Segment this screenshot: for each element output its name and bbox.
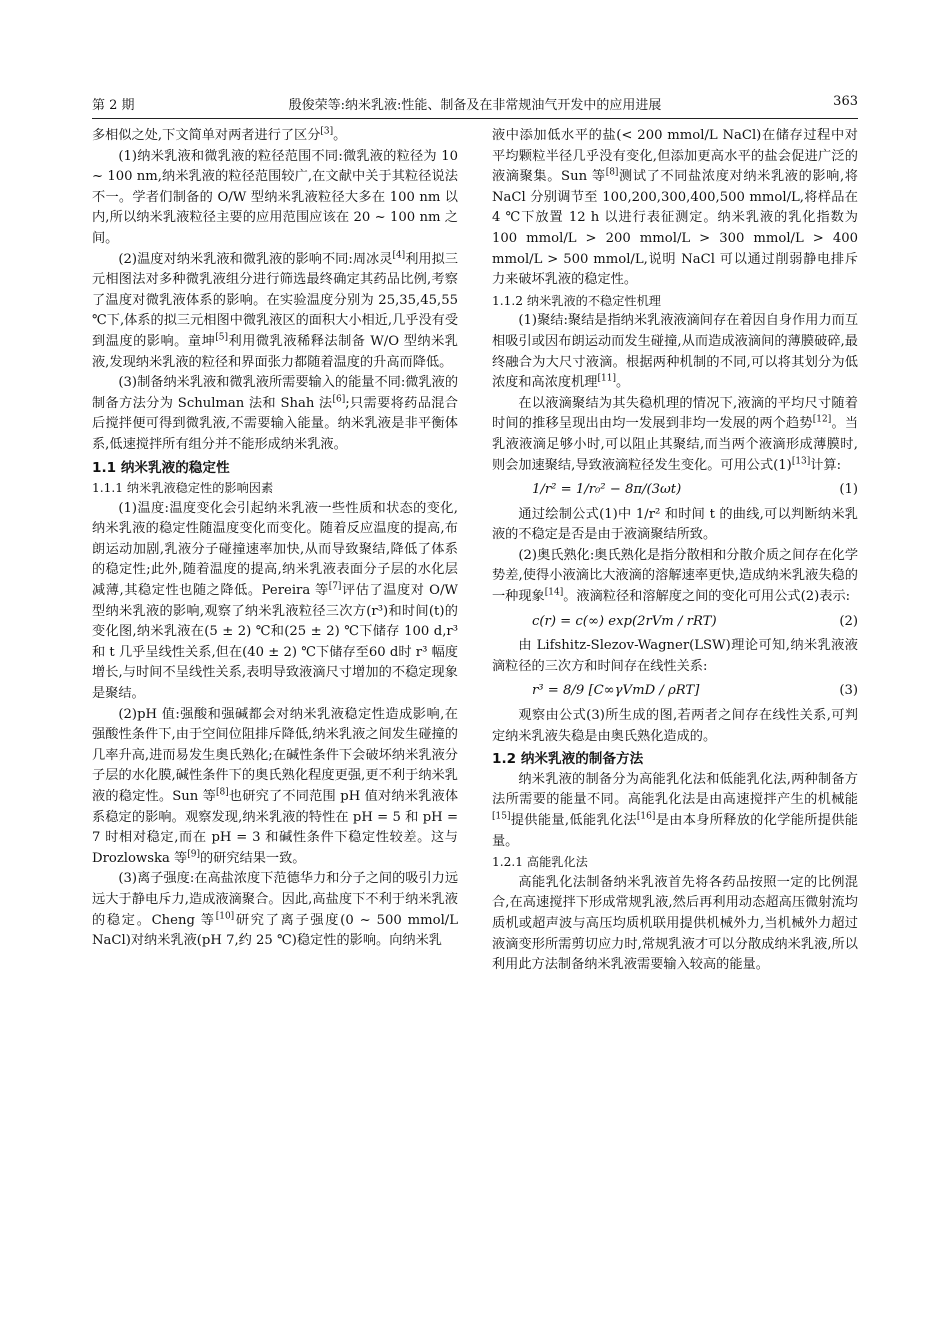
section-heading: 1.2 纳米乳液的制备方法 [492, 751, 644, 768]
citation[interactable]: [6] [332, 394, 346, 405]
subsection-heading: 1.1.1 纳米乳液稳定性的影响因素 [92, 481, 274, 496]
equation-1 [492, 480, 858, 501]
citation[interactable]: [10] [215, 911, 235, 922]
paragraph: (2)奥氏熟化:奥氏熟化是指分散相和分散介质之间存在化学势差,使得小液滴比大液滴的溶解速率更快,造成纳米乳液失稳的一种现象[14]。液滴粒径和溶解度之间的变化可用公式(2)表示: [492, 547, 859, 605]
page-number: 363 [833, 94, 858, 109]
equation-number: (3) [839, 683, 858, 699]
paragraph: (2)pH 值:强酸和强碱都会对纳米乳液稳定性造成影响,在强酸性条件下,由于空间位阻排斥降低,纳米乳液之间发生碰撞的几率升高,进而易发生奥氏熟化;在碱性条件下会破坏纳米乳液分子层的水化膜,碱性条件下的奥氏熟化程度更强,更不利于纳米乳液的稳定性。Sun 等[8]也研究了不同范围 pH 值对纳米乳液体系稳定的影响。观察发现,纳米乳液的特性在 pH = 5 和 pH = 7 时相对稳定,而在 pH = 3 和碱性条件下稳定性较差。这与 Drozlowska 等[9]的研究结果一致。 [92, 706, 459, 866]
paragraph: 由 Lifshitz-Slezov-Wagner(LSW)理论可知,纳米乳液液滴粒径的三次方和时间存在线性关系: [492, 638, 858, 674]
equation-3 [492, 681, 858, 702]
equation-body: r³ = 8/9 [C∞γVmD / ρRT] [532, 683, 700, 699]
equation-number: (2) [839, 613, 858, 629]
equation-2 [492, 612, 858, 633]
section-heading: 1.1 纳米乳液的稳定性 [92, 459, 230, 476]
paragraph: (3)离子强度:在高盐浓度下范德华力和分子之间的吸引力远远大于静电斥力,造成液滴聚合。因此,高盐度下不利于纳米乳液的稳定。Cheng 等[10]研究了离子强度(0 ~ 500 mmol/L NaCl)对纳米乳液(pH 7,约 25 ℃)稳定性的影响。向纳米乳 [92, 871, 459, 949]
paragraph: 多相似之处,下文简单对两者进行了区分[3]。 [92, 126, 347, 143]
citation[interactable]: [16] [636, 811, 656, 822]
paragraph: (1)温度:温度变化会引起纳米乳液一些性质和状态的变化,纳米乳液的稳定性随温度变化而变化。随着反应温度的提高,布朗运动加剧,乳液分子碰撞速率加快,从而导致聚结,降低了体系的稳定性;此外,随着温度的提高,纳米乳液表面分子层的水化层减薄,其稳定性也随之降低。Pereira 等[7]评估了温度对 O/W 型纳米乳液的影响,观察了纳米乳液粒径三次方(r³)和时间(t)的变化图,纳米乳液在(5 ± 2) ℃和(25 ± 2) ℃下储存 100 d,r³ 和 t 几乎呈线性关系,但在(40 ± 2) ℃下储存至60 d时 r³ 幅度增长,与时间不呈线性关系,表明导致液滴尺寸增加的不稳定现象是聚结。 [92, 500, 458, 702]
equation-body: 1/r² = 1/r₀² − 8π/(3ωt) [532, 482, 682, 498]
paragraph: 观察由公式(3)所生成的图,若两者之间存在线性关系,可判定纳米乳液失稳是由奥氏熟化造成的。 [492, 708, 858, 744]
citation[interactable]: [9] [187, 849, 200, 860]
paragraph: 纳米乳液的制备分为高能乳化法和低能乳化法,两种制备方法所需要的能量不同。高能乳化法是由高速搅拌产生的机械能[15]提供能量,低能乳化法[16]是由本身所释放的化学能所提供能量。 [492, 771, 858, 849]
running-title: 殷俊荣等:纳米乳液:性能、制备及在非常规油气开发中的应用进展 [288, 98, 662, 113]
paragraph: 高能乳化法制备纳米乳液首先将各药品按照一定的比例混合,在高速搅拌下形成常规乳液,然后再利用动态超高压微射流均质机或超声波与高压均质机联用提供机械外力,当机械外力超过液滴变形所需剪切应力时,常规乳液才可以分散成纳米乳液,所以利用此方法制备纳米乳液需要输入较高的能量。 [492, 874, 858, 973]
subsection-heading: 1.2.1 高能乳化法 [492, 855, 588, 870]
equation-number: (1) [839, 482, 858, 498]
citation[interactable]: [8] [605, 167, 619, 178]
paragraph: (1)聚结:聚结是指纳米乳液液滴间存在着因自身作用力而互相吸引或因布朗运动而发生碰撞,从而造成液滴间的薄膜破碎,最终融合为大尺寸液滴。根据两种机制的不同,可以将其划分为低浓度和高浓度机理[11]。 [492, 313, 859, 391]
citation[interactable]: [11] [597, 373, 616, 384]
running-header [92, 92, 858, 119]
citation[interactable]: [13] [791, 456, 811, 467]
citation[interactable]: [5] [215, 332, 229, 343]
paragraph: (3)制备纳米乳液和微乳液所需要输入的能量不同:微乳液的制备方法分为 Schulman 法和 Shah 法[6];只需要将药品混合后搅拌便可得到微乳液,不需要输入能量。纳米乳液是非平衡体系,低速搅拌所有组分并不能形成纳米乳液。 [92, 375, 459, 452]
issue-number: 第 2 期 [92, 98, 135, 113]
citation[interactable]: [4] [392, 250, 406, 261]
citation[interactable]: [8] [216, 787, 229, 798]
paragraph: 在以液滴聚结为其失稳机理的情况下,液滴的平均尺寸随着时间的推移呈现出由均一发展到非均一发展的两个趋势[12]。当乳液液滴足够小时,可以阻止其聚结,而当两个液滴形成薄膜时,则会加速聚结,导致液滴粒径发生变化。可用公式(1)[13]计算: [492, 395, 859, 473]
paragraph: 液中添加低水平的盐(< 200 mmol/L NaCl)在储存过程中对平均颗粒半径几乎没有变化,但添加更高水平的盐会促进广泛的液滴聚集。Sun 等[8]测试了不同盐浓度对纳米乳液的影响,将 NaCl 分别调节至 100,200,300,400,500 mmol/L,将样品在 4 ℃下放置 12 h 以进行表征测定。纳米乳液的乳化指数为 100 mmol/L > 200 mmol/L > 300 mmol/L > 400 mmol/L > 500 mmol/L,说明 NaCl 可以通过削弱静电排斥力来破坏乳液的稳定性。 [492, 128, 858, 288]
citation[interactable]: [3] [320, 126, 334, 137]
right-column [492, 126, 858, 976]
citation[interactable]: [12] [812, 414, 832, 425]
citation[interactable]: [7] [328, 581, 342, 592]
citation[interactable]: [15] [492, 811, 511, 822]
equation-body: c(r) = c(∞) exp(2rVm / rRT) [532, 613, 717, 629]
paragraph: (2)温度对纳米乳液和微乳液的影响不同:周冰灵[4]利用拟三元相图法对多种微乳液组分进行筛选最终确定其药品比例,考察了温度对微乳液体系的影响。在实验温度分别为 25,35,45,55 ℃下,体系的拟三元相图中微乳液区的面积大小相近,几乎没有受到温度的影响。童坤[5]利用微乳液稀释法制备 W/O 型纳米乳液,发现纳米乳液的粒径和界面张力都随着温度的升高而降低。 [92, 250, 459, 370]
subsection-heading: 1.1.2 纳米乳液的不稳定性机理 [492, 293, 661, 308]
citation[interactable]: [14] [544, 587, 564, 598]
left-column [92, 126, 458, 952]
paragraph: (1)纳米乳液和微乳液的粒径范围不同:微乳液的粒径为 10 ~ 100 nm,纳米乳液的粒径范围较广,在文献中关于其粒径说法不一。学者们制备的 O/W 型纳米乳液粒径大多在 100 nm 以内,所以纳米乳液粒径主要的应用范围应该在 20 ~ 100 nm 之间。 [92, 148, 458, 246]
paragraph: 通过绘制公式(1)中 1/r² 和时间 t 的曲线,可以判断纳米乳液的不稳定是否是由于液滴聚结所致。 [492, 506, 858, 543]
